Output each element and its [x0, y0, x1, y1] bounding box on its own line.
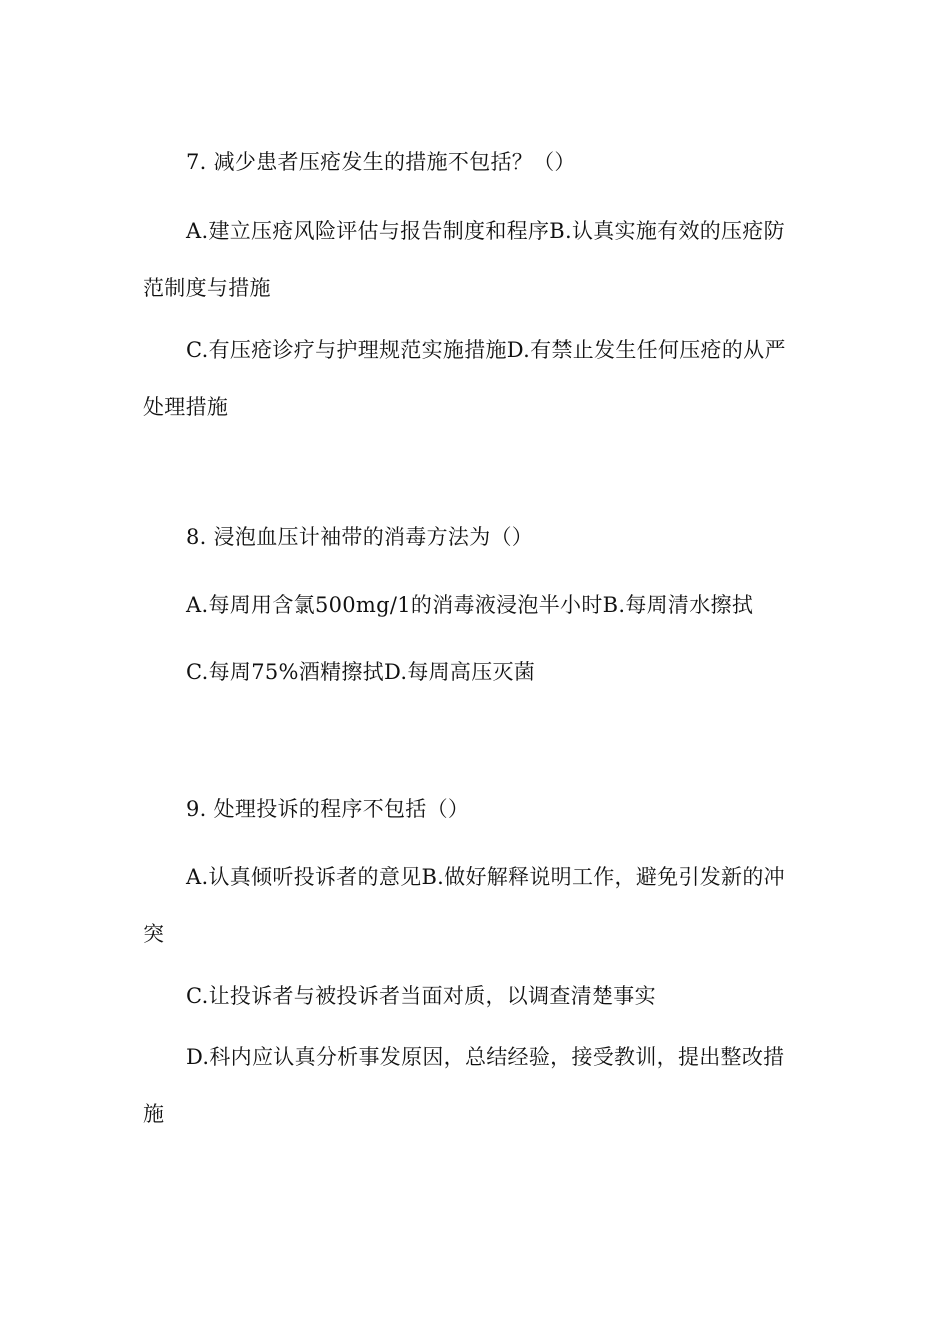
- question-7-options-ab: A.建立压疮风险评估与报告制度和程序B.认真实施有效的压疮防范制度与措施: [143, 219, 785, 300]
- question-9-option-d: D.科内应认真分析事发原因，总结经验，接受教训，提出整改措施: [143, 1045, 785, 1126]
- question-7-options-cd: C.有压疮诊疗与护理规范实施措施D.有禁止发生任何压疮的从严处理措施: [143, 338, 786, 419]
- question-8-stem: 8. 浸泡血压计袖带的消毒方法为（）: [186, 525, 534, 549]
- question-7-stem: 7. 减少患者压疮发生的措施不包括？（）: [186, 150, 576, 174]
- question-9-options-ab: A.认真倾听投诉者的意见B.做好解释说明工作，避免引发新的冲突: [143, 865, 785, 946]
- question-9-option-c: C.让投诉者与被投诉者当面对质，以调查清楚事实: [186, 984, 656, 1008]
- question-9-stem: 9. 处理投诉的程序不包括（）: [186, 797, 470, 821]
- question-8-options-ab: A.每周用含氯500mg/1的消毒液浸泡半小时B.每周清水擦拭: [186, 593, 754, 617]
- question-8-options-cd: C.每周75%酒精擦拭D.每周高压灭菌: [186, 660, 536, 684]
